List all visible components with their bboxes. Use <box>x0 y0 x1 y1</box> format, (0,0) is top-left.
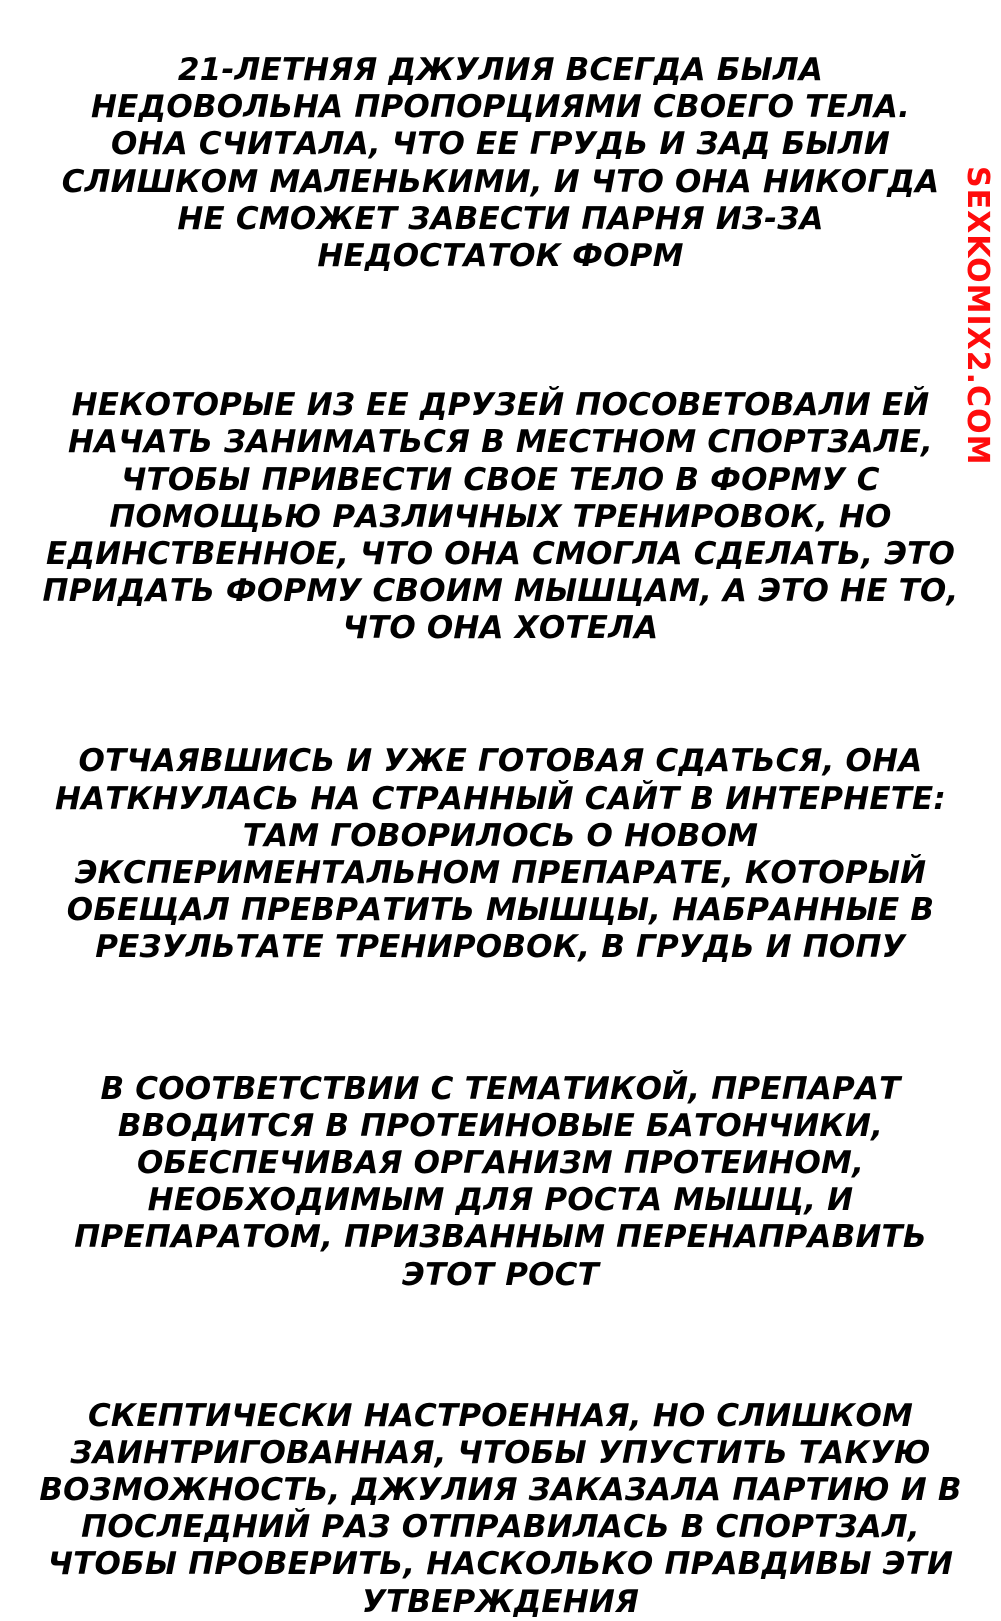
narration-paragraph-4: В СООТВЕТСТВИИ С ТЕМАТИКОЙ, ПРЕПАРАТ ВВОДИТСЯ В ПРОТЕИНОВЫЕ БАТОНЧИКИ, ОБЕСПЕЧИВАЯ ОРГАНИЗМ ПРОТЕИНОМ, НЕОБХОДИМЫМ ДЛЯ РОСТА МЫШЦ, И ПРЕПАРАТОМ, ПРИЗВАННЫМ ПЕРЕНАПРАВИТЬ ЭТОТ РОСТ <box>74 1070 927 1293</box>
narration-paragraph-1: 21-ЛЕТНЯЯ ДЖУЛИЯ ВСЕГДА БЫЛА НЕДОВОЛЬНА ПРОПОРЦИЯМИ СВОЕГО ТЕЛА. ОНА СЧИТАЛА, ЧТО ЕЕ ГРУДЬ И ЗАД БЫЛИ СЛИШКОМ МАЛЕНЬКИМИ, И ЧТО ОНА НИКОГДА НЕ СМОЖЕТ ЗАВЕСТИ ПАРНЯ ИЗ-ЗА НЕДОСТАТОК ФОРМ <box>61 52 940 274</box>
site-watermark: SEXKOMIX2.COM <box>960 166 995 466</box>
narration-paragraph-2: НЕКОТОРЫЕ ИЗ ЕЕ ДРУЗЕЙ ПОСОВЕТОВАЛИ ЕЙ НАЧАТЬ ЗАНИМАТЬСЯ В МЕСТНОМ СПОРТЗАЛЕ, ЧТОБЫ ПРИВЕСТИ СВОЕ ТЕЛО В ФОРМУ С ПОМОЩЬЮ РАЗЛИЧНЫХ ТРЕНИРОВОК, НО ЕДИНСТВЕННОЕ, ЧТО ОНА СМОГЛА СДЕЛАТЬ, ЭТО ПРИДАТЬ ФОРМУ СВОИМ МЫШЦАМ, А ЭТО НЕ ТО, ЧТО ОНА ХОТЕЛА <box>42 387 959 647</box>
narration-paragraph-3: ОТЧАЯВШИСЬ И УЖЕ ГОТОВАЯ СДАТЬСЯ, ОНА НАТКНУЛАСЬ НА СТРАННЫЙ САЙТ В ИНТЕРНЕТЕ: ТАМ ГОВОРИЛОСЬ О НОВОМ ЭКСПЕРИМЕНТАЛЬНОМ ПРЕПАРАТЕ, КОТОРЫЙ ОБЕЩАЛ ПРЕВРАТИТЬ МЫШЦЫ, НАБРАННЫЕ В РЕЗУЛЬТАТЕ ТРЕНИРОВОК, В ГРУДЬ И ПОПУ <box>54 743 947 966</box>
narration-paragraph-5: СКЕПТИЧЕСКИ НАСТРОЕННАЯ, НО СЛИШКОМ ЗАИНТРИГОВАННАЯ, ЧТОБЫ УПУСТИТЬ ТАКУЮ ВОЗМОЖНОСТЬ, ДЖУЛИЯ ЗАКАЗАЛА ПАРТИЮ И В ПОСЛЕДНИЙ РАЗ ОТПРАВИЛАСЬ В СПОРТЗАЛ, ЧТОБЫ ПРОВЕРИТЬ, НАСКОЛЬКО ПРАВДИВЫ ЭТИ УТВЕРЖДЕНИЯ <box>39 1397 962 1620</box>
narration-blocks <box>0 52 1001 1621</box>
